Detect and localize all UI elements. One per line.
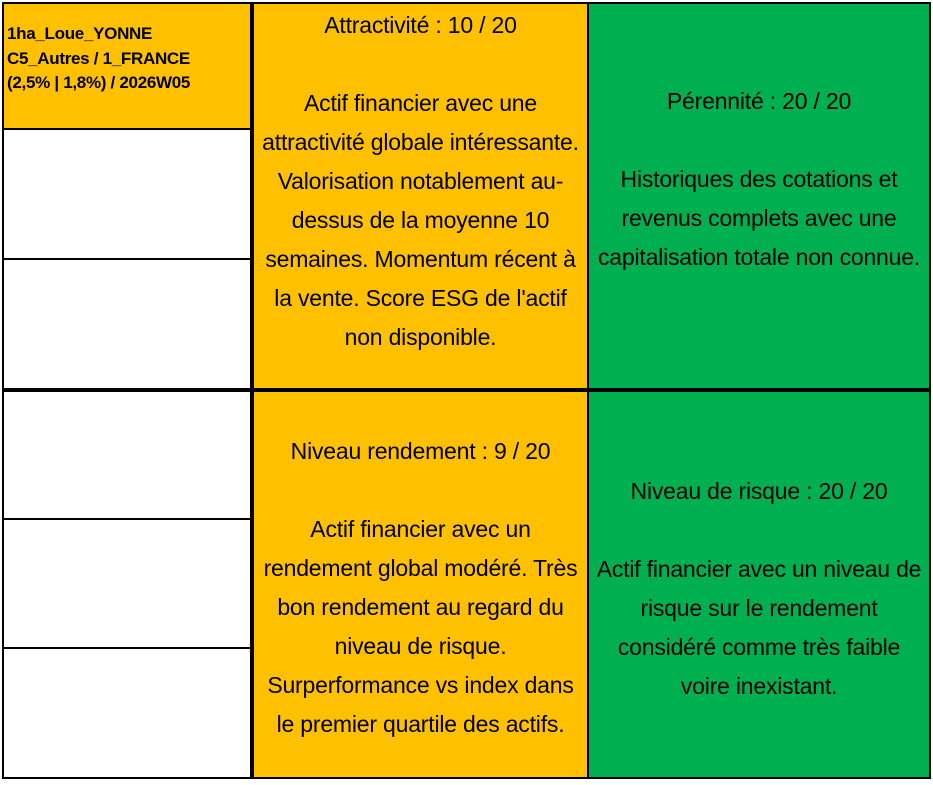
rendement-cell — [252, 390, 589, 779]
empty-cell-3 — [2, 390, 252, 522]
empty-cell-5 — [2, 647, 252, 779]
empty-cell-2 — [2, 258, 252, 390]
asset-name: 1ha_Loue_YONNE — [7, 24, 153, 43]
perennite-description: Historiques des cotations et revenus complets avec une capitalisation totale non connue. — [597, 166, 921, 270]
asset-header-cell — [2, 2, 252, 130]
attractivite-cell — [252, 2, 589, 390]
risque-description-line-4: voire inexistant. — [680, 673, 838, 699]
risque-title: Niveau de risque : 20 / 20 — [630, 478, 888, 504]
empty-cell-4 — [2, 518, 252, 651]
rendement-description: Actif financier avec un rendement global modéré. Très bon rendement au regard du niveau de risque. Surperformance vs index dans le premier quartile des actifs. — [263, 516, 578, 737]
rendement-title: Niveau rendement : 9 / 20 — [290, 438, 551, 464]
risque-description-line-1: Actif financier avec un niveau de — [596, 556, 922, 582]
risque-description-line-2: risque sur le rendement — [640, 595, 878, 621]
asset-rates-week: (2,5% | 1,8%) / 2026W05 — [7, 73, 191, 92]
attractivite-description: Actif financier avec une attractivité globale intéressante. Valorisation notablement au-dessus de la moyenne 10 semaines. Momentum récent à la vente. Score ESG de l'actif non disponible. — [262, 90, 579, 350]
asset-category: C5_Autres / 1_FRANCE — [7, 48, 190, 68]
attractivite-title: Attractivité : 10 / 20 — [324, 12, 517, 38]
perennite-cell — [587, 2, 931, 390]
empty-cell-1 — [2, 128, 252, 262]
risque-description-line-3: considéré comme très faible — [617, 634, 901, 660]
risque-cell — [587, 390, 931, 779]
perennite-title: Pérennité : 20 / 20 — [666, 88, 852, 114]
